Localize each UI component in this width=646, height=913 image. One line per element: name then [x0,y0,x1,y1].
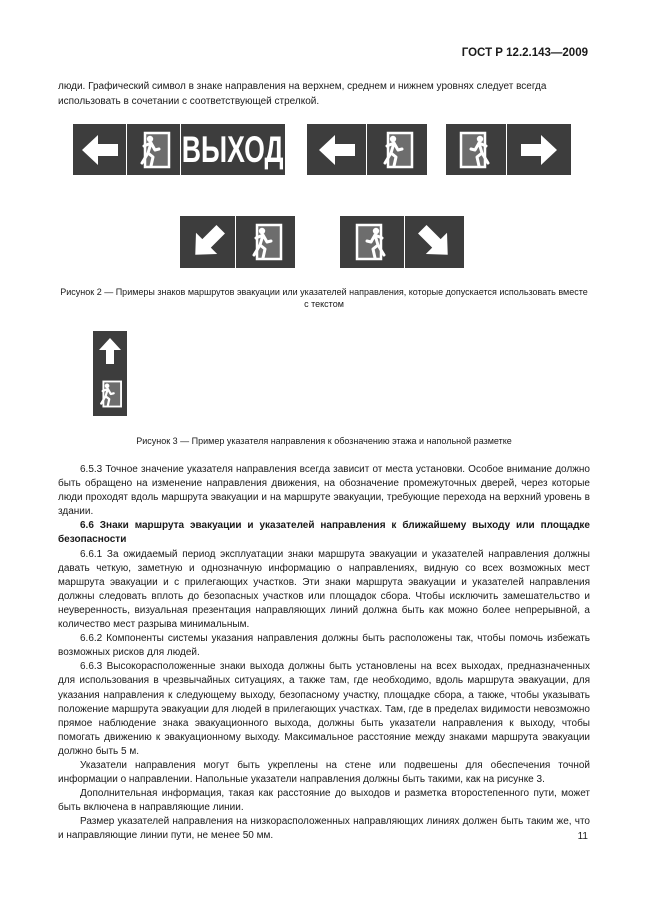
sign-running-man-2 [367,124,427,175]
standard-header: ГОСТ Р 12.2.143—2009 [461,47,588,59]
paragraph-size: Размер указателей направления на низкорасположенных направляющих линиях должен быть таким же, что и направляющие линии пути, не менее 50 мм. [58,816,590,842]
figure2-caption: Рисунок 2 — Примеры знаков маршрутов эвакуации или указателей направления, которые допускается использовать вместе с текстом [60,287,588,309]
exit-sign-text: ВЫХОД [182,128,284,170]
arrow-down-right-icon [415,222,455,262]
body-text [58,463,590,844]
running-man-icon [96,377,124,411]
arrow-down-left-icon [188,222,228,262]
running-man-icon [135,130,173,170]
figure3-caption: Рисунок 3 — Пример указателя направления к обозначению этажа и напольной разметке [136,436,512,446]
intro-paragraph: люди. Графический символ в знаке направления на верхнем, среднем и нижнем уровнях следует всегда использовать в сочетании с соответствующей стрелкой. [58,81,547,107]
arrow-left-icon [316,132,358,168]
paragraph-6-6-3: 6.6.3 Высокорасположенные знаки выхода должны быть установлены на всех выходах, предназначенных для использования в чрезвычайных ситуациях, а также там, где необходимо, вдоль маршрута эвакуации, для указания направления к следующему выходу, безопасному участку, площадке сбора, а также, чтобы указывать положение маршрута эвакуации для людей в прилегающих участках. Там, где в пределах видимости невозможно прямое наблюдение знака эвакуационного выхода, должны быть указатели направления к выходу, чтобы помогать движению к эвакуационному выходу. Максимальное расстояние между знаками маршрута эвакуации должно быть 5 м. [58,661,590,757]
sign-running-man [127,124,180,175]
sign-vertical-up [93,331,127,416]
sign-arrow-left [73,124,126,175]
running-man-icon [378,130,416,170]
paragraph-6-6-1: 6.6.1 За ожидаемый период эксплуатации знаки маршрута эвакуации и указателей направления должны давать четкую, заметную и однозначную информацию о направлениях, видную со всех возможных мест маршрута эвакуации и с прилегающих участков. Эти знаки маршрута эвакуации и указателей направления должны следовать вплоть до безопасных участков или площадок сбора. Чтобы исключить замешательство и неуверенность, визуальная презентация направляющих линий должна быть как можно более непрерывной, а количество мест разрыва минимальным. [58,548,590,631]
sign-running-man-3 [236,216,295,268]
running-man-right-icon [457,130,495,170]
sign-running-man-mirrored-2 [340,216,404,268]
arrow-left-icon [80,132,120,168]
paragraph-6-5-3: 6.5.3 Точное значение указателя направления всегда зависит от места установки. Особое внимание должно быть обращено на изменение направления движения, на обозначение промежуточных дверей, через которые люди проходят вдоль маршрута эвакуации и на маршруте эвакуации, требующие перехода на верхний уровень в здании. [58,464,590,518]
sign-running-man-mirrored [446,124,506,175]
sign-arrow-down-right [405,216,464,268]
sign-arrow-down-left [180,216,235,268]
section-heading-6-6: 6.6 Знаки маршрута эвакуации и указателей направления к ближайшему выходу или площадке безопасности [58,520,590,546]
page-number: 11 [577,831,588,842]
running-man-icon [247,222,285,262]
sign-arrow-left-2 [307,124,366,175]
arrow-right-icon [518,132,560,168]
running-man-right-icon [353,222,391,262]
sign-exit-text [181,124,285,175]
paragraph-additional-info: Дополнительная информация, такая как расстояние до выходов и разметка второстепенного пути, может быть включена в направляющие линии. [58,788,590,814]
sign-arrow-right [507,124,571,175]
arrow-up-icon [98,336,122,366]
paragraph-6-6-2: 6.6.2 Компоненты системы указания направления должны быть расположены так, чтобы помочь избежать возможных рисков для людей. [58,633,590,659]
paragraph-mounting: Указатели направления могут быть укреплены на стене или подвешены для обеспечения точной информации о направлении. Напольные указатели направления должны быть такими, как на рисунке 3. [58,759,590,786]
